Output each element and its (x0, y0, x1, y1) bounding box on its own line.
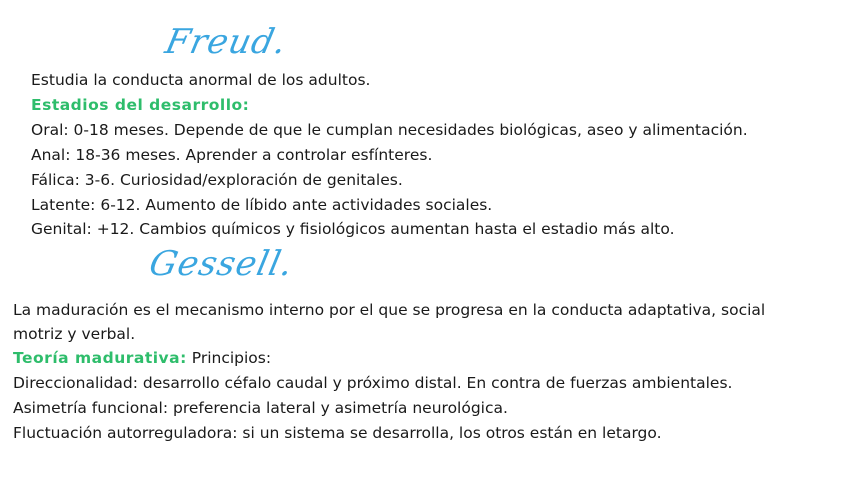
freud-stage-falica: Fálica: 3-6. Curiosidad/exploración de genitales. (31, 171, 403, 189)
gessell-principle-asimetria: Asimetría funcional: preferencia lateral y asimetría neurológica. (13, 399, 508, 417)
freud-stage-anal: Anal: 18-36 meses. Aprender a controlar esfínteres. (31, 146, 433, 164)
freud-handwritten-title: Freud. (161, 22, 291, 62)
gessell-handwritten-title: Gessell. (145, 244, 298, 284)
freud-stage-latente: Latente: 6-12. Aumento de líbido ante actividades sociales. (31, 196, 493, 214)
gessell-principle-fluctuacion: Fluctuación autorreguladora: si un sistema se desarrolla, los otros están en letargo. (13, 424, 662, 442)
gessell-intro-line2: motriz y verbal. (13, 325, 136, 343)
freud-stages-heading: Estadios del desarrollo: (31, 96, 250, 114)
freud-intro: Estudia la conducta anormal de los adultos. (31, 71, 371, 89)
gessell-theory-line (13, 346, 271, 371)
freud-stage-oral: Oral: 0-18 meses. Depende de que le cumplan necesidades biológicas, aseo y alimentación. (31, 121, 748, 139)
gessell-intro-line1: La maduración es el mecanismo interno por el que se progresa en la conducta adaptativa, social (13, 301, 766, 319)
freud-stage-genital: Genital: +12. Cambios químicos y fisiológicos aumentan hasta el estadio más alto. (31, 220, 675, 238)
gessell-theory-heading: Teoría madurativa: (13, 349, 187, 367)
gessell-principle-direccionalidad: Direccionalidad: desarrollo céfalo caudal y próximo distal. En contra de fuerzas ambientales. (13, 374, 733, 392)
gessell-theory-suffix: Principios: (186, 349, 272, 367)
